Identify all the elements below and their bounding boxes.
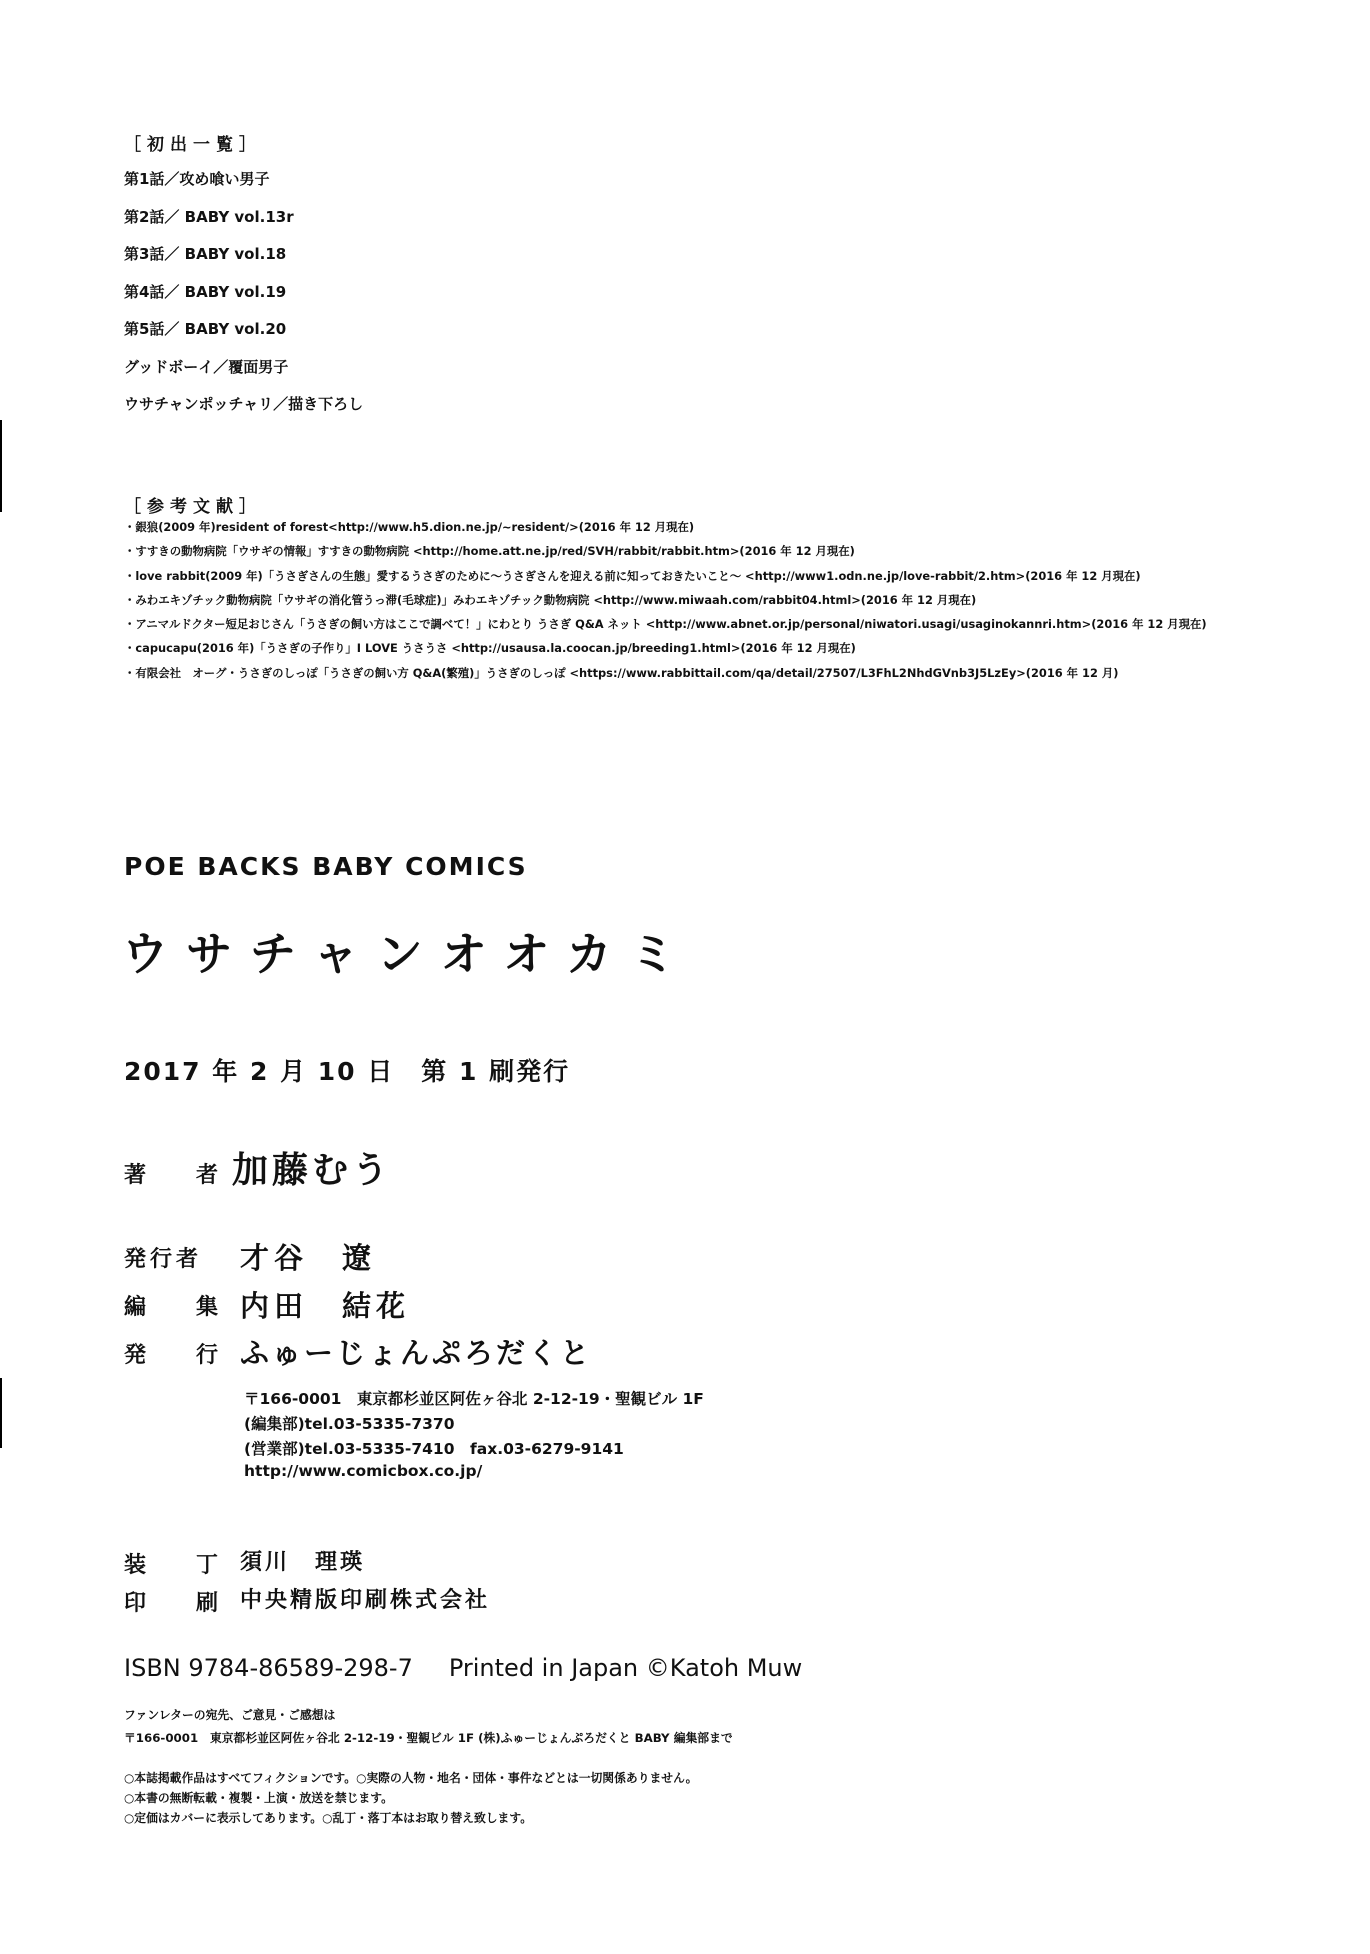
website-url: http://www.comicbox.co.jp/ bbox=[244, 1462, 483, 1480]
editor-label: 編 集 bbox=[124, 1295, 233, 1320]
reference-item: ・ capucapu(2016 年)「うさぎの子作り」I LOVE うさうさ <http://usausa.la.coocan.jp/breeding1.html>(2016 年 12 月現在) bbox=[124, 640, 1334, 664]
notice-copyright: ○本書の無断転載・複製・上演・放送を禁じます。 bbox=[124, 1791, 393, 1805]
publisher-label: 発 行 bbox=[124, 1343, 233, 1368]
book-title: ウサチャンオオカミ bbox=[122, 927, 694, 981]
publisher-person: 才谷 遼 bbox=[240, 1241, 377, 1275]
list-item: 第3話／ BABY vol.18 bbox=[124, 245, 287, 263]
references-list bbox=[124, 519, 1334, 689]
reference-item: ・ アニマルドクター短足おじさん「うさぎの飼い方はここで調べて！」にわとり うさぎ Q&A ネット <http://www.abnet.or.jp/personal/niwatori.usagi/usaginokannri.htm>(2016 年 12 月現在) bbox=[124, 616, 1334, 640]
isbn-number: ISBN 9784-86589-298-7 bbox=[124, 1654, 413, 1682]
scan-edge-mark bbox=[0, 420, 2, 512]
author-label: 著 者 bbox=[124, 1163, 233, 1188]
editor-name: 内田 結花 bbox=[240, 1289, 411, 1323]
editorial-phone: (編集部)tel.03-5335-7370 bbox=[244, 1415, 455, 1433]
list-item: ウサチャンポッチャリ／描き下ろし bbox=[124, 395, 364, 413]
sales-phone-fax: (営業部)tel.03-5335-7410 fax.03-6279-9141 bbox=[244, 1440, 624, 1458]
list-item: 第5話／ BABY vol.20 bbox=[124, 320, 287, 338]
scan-edge-mark bbox=[0, 1378, 2, 1448]
list-item: 第2話／ BABY vol.13r bbox=[124, 207, 294, 226]
publisher-person-label: 発行者 bbox=[124, 1247, 203, 1272]
references-heading: ［参考文献］ bbox=[124, 497, 262, 517]
first-appearance-list bbox=[124, 168, 363, 431]
author-name: 加藤むう bbox=[232, 1150, 393, 1191]
fan-letter-line: ファンレターの宛先、ご意見・ご感想は bbox=[124, 1708, 336, 1722]
printed-copyright: Printed in Japan ©Katoh Muw bbox=[448, 1654, 803, 1682]
reference-item: ・ みわエキゾチック動物病院「ウサギの消化管うっ滞(毛球症)」みわエキゾチック動物病院 <http://www.miwaah.com/rabbit04.html>(2016 年 12 月現在) bbox=[124, 592, 1334, 616]
list-item: 第4話／ BABY vol.19 bbox=[124, 282, 287, 301]
printing-label: 印 刷 bbox=[124, 1591, 233, 1616]
list-item: グッドボーイ／覆面男子 bbox=[124, 357, 289, 376]
publication-date: 2017 年 2 月 10 日 第 1 刷発行 bbox=[124, 1057, 571, 1086]
reference-item: ・ すすきの動物病院「ウサギの情報」すすきの動物病院 <http://home.att.ne.jp/red/SVH/rabbit/rabbit.htm>(2016 年 12 月現在) bbox=[124, 543, 1334, 567]
fan-letter-address: 〒166-0001 東京都杉並区阿佐ヶ谷北 2-12-19・聖観ビル 1F (株)ふゅーじょんぷろだくと BABY 編集部まで bbox=[124, 1731, 733, 1745]
designer-name: 須川 理瑛 bbox=[240, 1550, 366, 1575]
design-label: 装 丁 bbox=[124, 1553, 233, 1578]
first-appearance-heading: ［初出一覧］ bbox=[124, 135, 262, 155]
isbn-line bbox=[124, 1654, 802, 1682]
printer-name: 中央精版印刷株式会社 bbox=[240, 1588, 491, 1613]
publisher-address: 〒166-0001 東京都杉並区阿佐ヶ谷北 2-12-19・聖観ビル 1F bbox=[244, 1390, 704, 1408]
publisher-name: ふゅーじょんぷろだくと bbox=[240, 1336, 593, 1370]
notice-fiction: ○本誌掲載作品はすべてフィクションです。○実際の人物・地名・団体・事件などとは一切関係ありません。 bbox=[124, 1771, 698, 1785]
reference-item: ・ love rabbit(2009 年)「うさぎさんの生態」愛するうさぎのために～うさぎさんを迎える前に知っておきたいこと～ <http://www1.odn.ne.jp/love-rabbit/2.htm>(2016 年 12 月現在) bbox=[124, 568, 1334, 592]
series-name: POE BACKS BABY COMICS bbox=[124, 852, 528, 881]
reference-item: ・ 銀狼(2009 年)resident of forest<http://www.h5.dion.ne.jp/~resident/>(2016 年 12 月現在) bbox=[124, 519, 1334, 543]
reference-item: ・ 有限会社 オーグ・うさぎのしっぽ「うさぎの飼い方 Q&A(繁殖)」うさぎのしっぽ <https://www.rabbittail.com/qa/detail/27507/L3FhL2NhdGVnb3J5LzEy>(2016 年 12 月) bbox=[124, 665, 1334, 689]
notice-price: ○定価はカバーに表示してあります。○乱丁・落丁本はお取り替え致します。 bbox=[124, 1811, 532, 1825]
list-item: 第1話／攻め喰い男子 bbox=[124, 170, 270, 188]
